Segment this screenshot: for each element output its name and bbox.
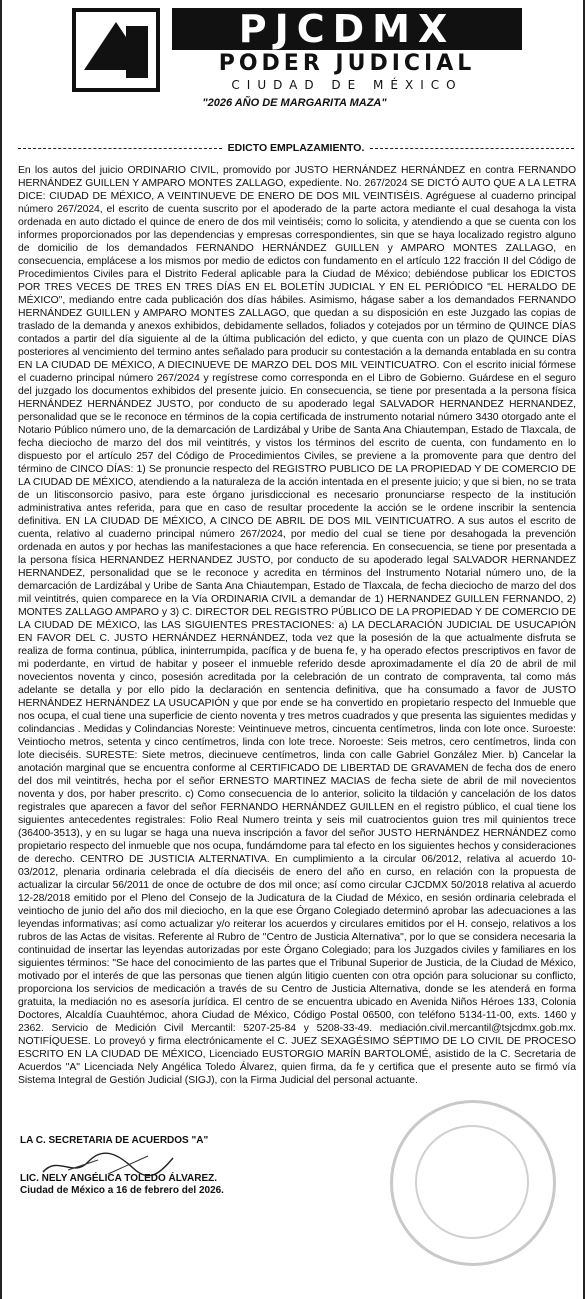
title-divider-right [370,148,574,149]
edict-body-text: En los autos del juicio ORDINARIO CIVIL, promovido por JUSTO HERNÁNDEZ HERNÁNDEZ en contra FERNANDO HERNÁNDEZ GUILLEN Y AMPARO MONTES ZALLAGO, expediente. No. 267/2024 SE DICTÓ AUTO QUE A LA LETRA DICE: CIUDAD DE MÉXICO, A VEINTINUEVE DE ENERO DE DOS MIL VEINTISÉIS. Agréguese al cuaderno principal número 267/2024, el escrito de cuenta suscrito por el apoderado de la parte actora mediante el cual desahoga la vista ordenada en auto dictado el quince de enero de dos mil veintiséis; como lo solicita, y atendiendo a que se cuenta con los informes proporcionados por las dependencias y empresas correspondientes, sin que se haya localizado registro alguno de domicilio de los demandados FERNANDO HERNÁNDEZ GUILLEN y AMPARO MONTES ZALLAGO, en consecuencia, emplácese a los mismos por medio de edictos con fundamento en el artículo 122 fracción II del Código de Procedimientos Civiles para el Distrito Federal aplicable para la Ciudad de México; debiéndose publicar los EDICTOS POR TRES VECES DE TRES EN TRES DÍAS EN EL BOLETÍN JUDICIAL Y EN EL PERIÓDICO "EL HERALDO DE MÉXICO", mediando entre cada publicación dos días hábiles. Asimismo, hágase saber a los demandados FERNANDO HERNÁNDEZ GUILLEN y AMPARO MONTES ZALLAGO, que quedan a su disposición en este Juzgado las copias de traslado de la demanda y anexos exhibidos, debidamente sellados, foliados y cotejados por un término de QUINCE DÍAS contados a partir del día siguiente al de la última publicación del edicto, y que cuenta con un plazo de QUINCE DÍAS posteriores al vencimiento del termino antes señalado para producir su contestación a la demanda entablada en su contra EN LA CIUDAD DE MÉXICO, A DIECINUEVE DE MARZO DEL DOS MIL VEINTICUATRO. Con el escrito inicial fórmese el cuaderno principal número 267/2024 y regístrese como corresponda en el Libro de Gobierno. Guárdese en el seguro del juzgado los documentos exhibidos del presente juicio. En consecuencia, se tiene por presentada a la persona física HERNÁNDEZ HERNÁNDEZ JUSTO, por conducto de su apoderado legal SALVADOR HERNANDEZ HERNANDEZ, personalidad que se le reconoce en términos de la copia certificada de instrumento notarial número 3430 otorgado ante el Notario Público número uno, de la demarcación de Lardizábal y Uribe de Santa Ana Chiautempan, Estado de Tlaxcala, de fecha dieciocho de marzo del dos mil veintitrés, y vistos los términos del escrito de cuenta, con fundamento en lo dispuesto por el artículo 257 del Código de Procedimientos Civiles, se previene a la promovente para que dentro del término de CINCO DÍAS: 1) Se pronuncie respecto del REGISTRO PUBLICO DE LA PROPIEDAD Y DE COMERCIO DE LA CIUDAD DE MÉXICO, atendiendo a la naturaleza de la acción intentada en el presente juicio; y que si bien, no se trata de un litisconsorcio pasivo, para este órgano jurisdiccional es necesario pronunciarse respecto de la institución administrativa antes referida, para que en caso de resultar procedente la acción se le ordene inscribir la sentencia definitiva. EN LA CIUDAD DE MÉXICO, A CINCO DE ABRIL DE DOS MIL VEINTICUATRO. A sus autos el escrito de cuenta, relativo al cuaderno principal número 267/2024, por medio del cual se tiene por desahogada la prevención ordenada en autos y por hechas las manifestaciones a que hace referencia. En consecuencia, se tiene por presentada a la persona física HERNANDEZ HERNANDEZ JUSTO, por conducto de su apoderado legal SALVADOR HERNANDEZ HERNANDEZ, personalidad que se le reconoce y acredita en términos del Instrumento Notarial número uno, de la demarcación de Lardizábal y Uribe de Santa Ana Chiautempan, Estado de Tlaxcala, de fecha dieciocho de marzo del dos mil veintitrés, quien comparece en la Vía ORDINARIA CIVIL a demandar de 1) HERNANDEZ GUILLEN FERNANDO, 2) MONTES ZALLAGO AMPARO y 3) C. DIRECTOR DEL REGISTRO PÚBLICO DE LA PROPIEDAD Y DE COMERCIO DE LA CIUDAD DE MÉXICO, las LAS SIGUIENTES PRESTACIONES: a) LA DECLARACIÓN JUDICIAL DE USUCAPIÓN EN FAVOR DEL C. JUSTO HERNÁNDEZ HERNÁNDEZ, toda vez que la posesión de la que actualmente disfruta se realiza de forma continua, pública, ininterrumpida, pacífica y de buena fe, y ha operado efectos prescriptivos en favor de mi poderdante, en virtud de habitar y poseer el inmueble referido desde aproximadamente el día 20 de abril de mil novecientos noventa y cinco, posesión acreditada por la celebración de un contrato de compraventa, tal como más adelante se detalla y por ello pido la declaración en sentencia definitiva, que ha consumado a favor de JUSTO HERNÁNDEZ HERNÁNDEZ LA USUCAPIÓN y que por ende se ha convertido en propietario respecto del Inmueble que nos ocupa, el cual tiene una superficie de ciento noventa y tres metros cuadrados y que presenta las siguientes medidas y colindancias . Medidas y Colindancias Noreste: Veintinueve metros, cincuenta centímetros, linda con lote once. Suroeste: Veintiocho metros, setenta y cinco centímetros, linda con lote trece. Noroeste: Seis metros, cero centímetros, linda con lote dieciséis. SURESTE: Siete metros, diecinueve centímetros, linda con calle Gabriel González Mier. b) Cancelar la anotación marginal que se encuentra conforme al CERTIFICADO DE LIBERTAD DE GRAVAMEN de fecha dos de enero del dos mil veintitrés, hecha por el señor ERNESTO MARTINEZ MACIAS de fecha siete de abril de mil novecientos noventa y dos, por haber prescrito. c) Como consecuencia de lo anterior, solicito la tildación y cancelación de los datos registrales que aparecen a favor del señor FERNANDO HERNÁNDEZ GUILLEN en el registro público, el cual tiene los siguientes antecedentes registrales: Folio Real Numero treinta y seis mil cuatrocientos guion tres mil quinientos trece (36400-3513), y en su lugar se haga una nueva inscripción a favor del señor JUSTO HERNÁNDEZ HERNÁNDEZ como propietario respecto del inmueble que nos ocupa, fundámdome para tal efecto en los siguientes hechos y consideraciones de derecho. CENTRO DE JUSTICIA ALTERNATIVA. En cumplimiento a la circular 06/2012, relativa al acuerdo 10-03/2012, plenaria ordinaria celebrada el día dieciséis de enero del año en curso, en relación con la propuesta de actualizar la circular 56/2011 de once de octubre de dos mil once; así como circular CJCDMX 50/2018 relativa al acuerdo 12-28/2018 emitido por el Pleno del Consejo de la Judicatura de la Ciudad de México, en sesión ordinaria celebrada el veintiocho de junio del año dos mil dieciocho, en la que ese Órgano Colegiado determinó aprobar las adecuaciones a las leyendas informativas; así como actualizar y/o reiterar los acuerdos y circulares emitidos por el H. consejo, relativos a los rubros de las Actas de visitas. Referente al Rubro de "Centro de Justicia Alternativa", por lo que se considera necesaria la continuidad de insertar las leyendas autorizadas por este Órgano Colegiado; para los Juzgados civiles y familiares en los siguientes términos: "Se hace del conocimiento de las partes que el Tribunal Superior de Justicia, de la Ciudad de México, motivado por el interés de que las personas que tienen algún litigio cuenten con otra opción para solucionar su conflicto, proporciona los servicios de medicación a través de su Centro de Justicia Alternativa, donde se les atenderá en forma gratuita, la mediación no es asesoría jurídica. El centro de se encuentra ubicado en Avenida Niños Héroes 133, Colonia Doctores, Alcaldía Cuauhtémoc, ahora Ciudad de México, Código Postal 06500, con teléfono 5134-11-00, exts. 1460 y 2362. Servicio de Medición Civil Mercantil: 5207-25-84 y 5208-33-49. mediación.civil.mercantil@tsjcdmx.gob.mx. NOTIFÍQUESE. Lo proveyó y firma electrónicamente el C. JUEZ SEXAGÉSIMO SÉPTIMO DE LO CIVIL DE PROCESO ESCRITO EN LA CIUDAD DE MÉXICO, Licenciado EUSTORGIO MARÍN BARTOLOMÉ, asistido de la C. Secretaria de Acuerdos "A" Licenciada Nely Angélica Toledo Álvarez, quien firma, da fe y certifica que el presente auto se firmó vía Sistema Integral de Gestión Judicial (SIGJ), con la Firma Judicial del personal actuante. [18,165,576,1086]
edict-body [18,164,576,1087]
handwritten-signature [38,1150,178,1180]
court-emblem-icon [72,8,160,92]
document-title-row [18,142,574,154]
logo-city: CIUDAD DE MÉXICO [231,78,463,92]
signature-place-date: Ciudad de México a 16 de febrero del 2026. [20,1185,224,1196]
title-divider-left [18,148,222,149]
document-title: EDICTO EMPLAZAMIENTO. [227,142,365,154]
court-seal-stamp [390,1100,556,1266]
signer-name: LIC. NELY ANGÉLICA TOLEDO ÁLVAREZ. [20,1173,218,1184]
signer-role: LA C. SECRETARIA DE ACUERDOS "A" [20,1135,209,1146]
year-motto: "2026 AÑO DE MARGARITA MAZA" [202,97,387,109]
logo-subtitle: PODER JUDICIAL [218,51,476,76]
logo-title: PJCDMX [172,8,522,50]
court-logo [72,8,522,98]
